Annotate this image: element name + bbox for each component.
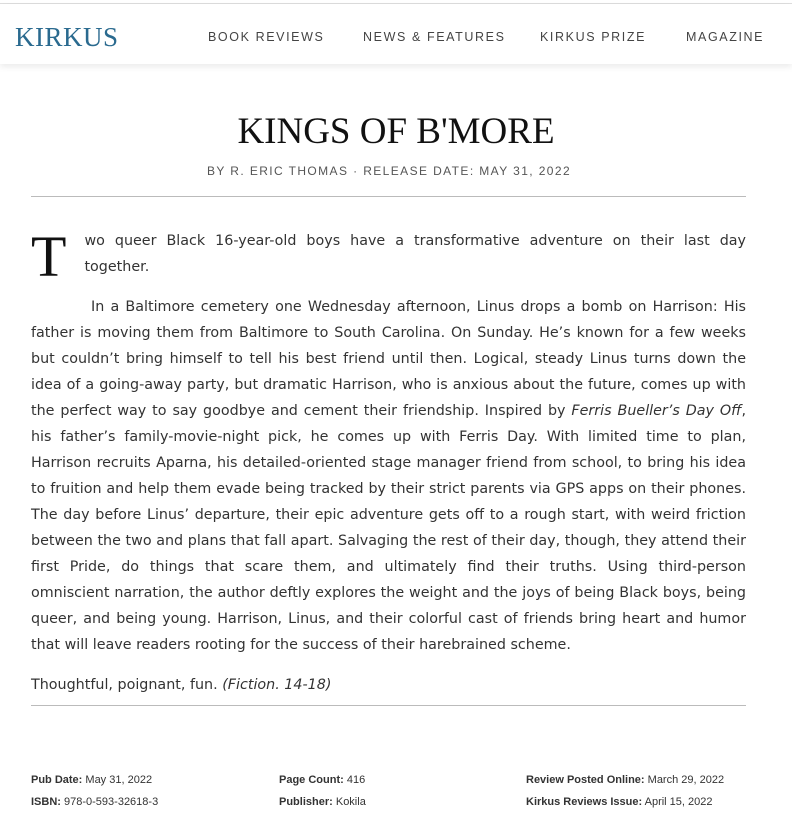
dropcap: T xyxy=(31,224,67,289)
publisher: Publisher: Kokila xyxy=(279,796,366,808)
site-header xyxy=(0,4,792,64)
divider xyxy=(31,196,746,197)
genre-age: (Fiction. 14-18) xyxy=(222,677,332,693)
nav-book-reviews[interactable]: BOOK REVIEWS xyxy=(208,30,325,44)
nav-kirkus-prize[interactable]: KIRKUS PRIZE xyxy=(540,30,647,44)
lead-text: wo queer Black 16-year-old boys have a transformative adventure on their last day together. xyxy=(84,233,746,275)
byline: BY R. ERIC THOMAS · RELEASE DATE: MAY 31, 2022 xyxy=(206,164,572,178)
details-col-2 xyxy=(279,769,366,813)
pub-date: Pub Date: May 31, 2022 xyxy=(31,774,153,786)
divider xyxy=(31,705,746,706)
details-col-3 xyxy=(526,769,724,813)
kirkus-issue: Kirkus Reviews Issue: April 15, 2022 xyxy=(526,796,713,808)
verdict-text: Thoughtful, poignant, fun. xyxy=(31,677,223,693)
page-count: Page Count: 416 xyxy=(279,774,366,786)
paragraph-text: In a Baltimore cemetery one Wednesday afternoon, Linus drops a bomb on Harrison: His father is moving them from Baltimore to South Carolina. On Sunday. He’s known for a few weeks but couldn’t bring himself to tell his best friend until then. Logical, steady Linus turns down the idea of a going-away party, but dramatic Harrison, who is anxious about the future, comes up with the perfect way to say goodbye and cement their friendship. Inspired by xyxy=(31,299,746,419)
kirkus-logo[interactable]: KIRKUS xyxy=(15,22,119,52)
paragraph-text: , his father’s family-movie-night pick, he comes up with Ferris Day. With limited time to plan, Harrison recruits Aparna, his detailed-oriented stage manager friend from school, to bring his idea to fruition and help them evade being tracked by their strict parents via GPS apps on their phones. The day before Linus’ departure, their epic adventure gets off to a rough start, with weird friction between the two and plans that fall apart. Salvaging the rest of their day, though, they attend their first Pride, do things that scare them, and ultimately find their truths. Using third-person omniscient narration, the author deftly explores the weight and the joys of being Black boys, being queer, and being young. Harrison, Linus, and their colorful cast of friends bring heart and humor that will leave readers rooting for the success of their harebrained scheme. xyxy=(31,403,746,653)
review-posted-online: Review Posted Online: March 29, 2022 xyxy=(526,774,725,786)
nav-news-features[interactable]: NEWS & FEATURES xyxy=(363,30,506,44)
review-body xyxy=(31,224,746,712)
review-paragraph xyxy=(31,294,746,658)
lead-paragraph xyxy=(31,224,746,289)
book-title: KINGS OF B'MORE xyxy=(237,111,555,152)
verdict xyxy=(31,672,746,698)
film-title: Ferris Bueller’s Day Off xyxy=(571,403,742,419)
nav-magazine[interactable]: MAGAZINE xyxy=(686,30,765,44)
details-col-1 xyxy=(31,769,158,813)
isbn: ISBN: 978-0-593-32618-3 xyxy=(31,796,159,808)
